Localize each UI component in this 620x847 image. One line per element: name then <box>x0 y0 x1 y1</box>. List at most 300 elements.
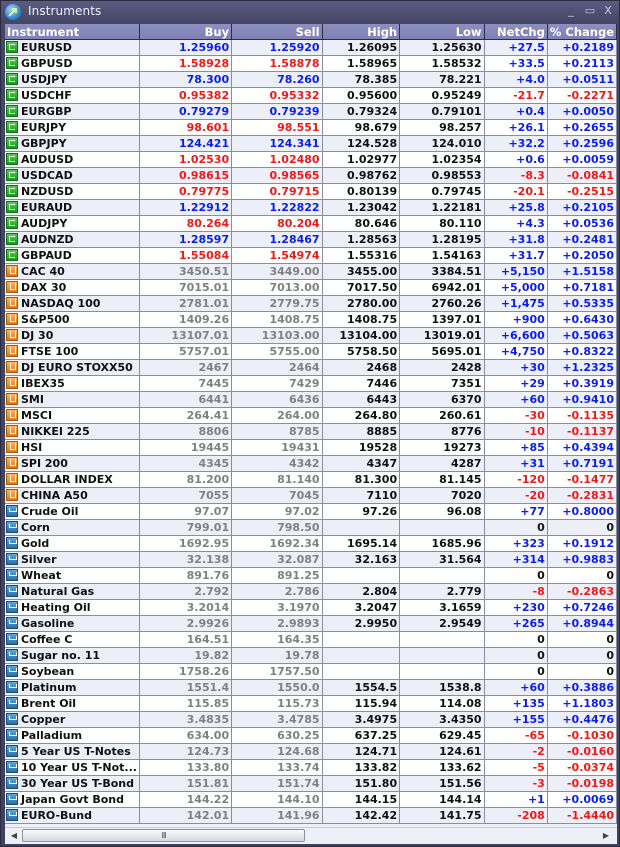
low-price-cell[interactable]: 13019.01 <box>400 328 484 344</box>
percent-change-cell[interactable]: -0.0198 <box>547 776 616 792</box>
sell-price-cell[interactable]: 3449.00 <box>232 264 322 280</box>
column-header-low[interactable]: Low <box>400 24 484 40</box>
percent-change-cell[interactable]: 0 <box>547 520 616 536</box>
net-change-cell[interactable]: -20 <box>484 488 547 504</box>
buy-price-cell[interactable]: 13107.01 <box>139 328 231 344</box>
net-change-cell[interactable]: +5,000 <box>484 280 547 296</box>
low-price-cell[interactable]: 2428 <box>400 360 484 376</box>
high-price-cell[interactable]: 1.55316 <box>322 248 400 264</box>
table-row[interactable] <box>5 72 617 88</box>
low-price-cell[interactable]: 98.257 <box>400 120 484 136</box>
high-price-cell[interactable]: 124.71 <box>322 744 400 760</box>
buy-price-cell[interactable]: 3.2014 <box>139 600 231 616</box>
buy-price-cell[interactable]: 1692.95 <box>139 536 231 552</box>
table-row[interactable] <box>5 136 617 152</box>
net-change-cell[interactable]: +1,475 <box>484 296 547 312</box>
percent-change-cell[interactable]: +0.0069 <box>547 792 616 808</box>
percent-change-cell[interactable]: +0.8944 <box>547 616 616 632</box>
high-price-cell[interactable]: 80.646 <box>322 216 400 232</box>
instrument-name-cell[interactable] <box>5 520 139 536</box>
buy-price-cell[interactable]: 1551.4 <box>139 680 231 696</box>
buy-price-cell[interactable]: 98.601 <box>139 120 231 136</box>
instrument-name-cell[interactable] <box>5 600 139 616</box>
low-price-cell[interactable]: 124.010 <box>400 136 484 152</box>
sell-price-cell[interactable]: 2464 <box>232 360 322 376</box>
table-row[interactable] <box>5 88 617 104</box>
low-price-cell[interactable]: 629.45 <box>400 728 484 744</box>
low-price-cell[interactable]: 0.79745 <box>400 184 484 200</box>
sell-price-cell[interactable]: 1.25920 <box>232 40 322 56</box>
table-row[interactable] <box>5 312 617 328</box>
instrument-name-cell[interactable] <box>5 312 139 328</box>
buy-price-cell[interactable]: 8806 <box>139 424 231 440</box>
low-price-cell[interactable]: 96.08 <box>400 504 484 520</box>
high-price-cell[interactable]: 144.15 <box>322 792 400 808</box>
net-change-cell[interactable]: 0 <box>484 664 547 680</box>
low-price-cell[interactable]: 2760.26 <box>400 296 484 312</box>
maximize-button[interactable]: ▭ <box>584 4 596 17</box>
high-price-cell[interactable]: 4347 <box>322 456 400 472</box>
table-row[interactable] <box>5 680 617 696</box>
sell-price-cell[interactable]: 124.341 <box>232 136 322 152</box>
net-change-cell[interactable]: +265 <box>484 616 547 632</box>
net-change-cell[interactable]: -2 <box>484 744 547 760</box>
instrument-name-cell[interactable] <box>5 792 139 808</box>
low-price-cell[interactable]: 6370 <box>400 392 484 408</box>
sell-price-cell[interactable]: 0.79239 <box>232 104 322 120</box>
low-price-cell[interactable]: 8776 <box>400 424 484 440</box>
buy-price-cell[interactable]: 3.4835 <box>139 712 231 728</box>
buy-price-cell[interactable]: 7015.01 <box>139 280 231 296</box>
net-change-cell[interactable]: +30 <box>484 360 547 376</box>
low-price-cell[interactable] <box>400 664 484 680</box>
sell-price-cell[interactable]: 1757.50 <box>232 664 322 680</box>
table-row[interactable] <box>5 504 617 520</box>
net-change-cell[interactable]: +31.8 <box>484 232 547 248</box>
percent-change-cell[interactable]: -0.1477 <box>547 472 616 488</box>
instrument-name-cell[interactable] <box>5 72 139 88</box>
buy-price-cell[interactable]: 78.300 <box>139 72 231 88</box>
high-price-cell[interactable]: 5758.50 <box>322 344 400 360</box>
sell-price-cell[interactable]: 8785 <box>232 424 322 440</box>
instrument-name-cell[interactable] <box>5 56 139 72</box>
sell-price-cell[interactable]: 0.79715 <box>232 184 322 200</box>
percent-change-cell[interactable]: -0.2271 <box>547 88 616 104</box>
high-price-cell[interactable]: 2.804 <box>322 584 400 600</box>
buy-price-cell[interactable]: 1.02530 <box>139 152 231 168</box>
instrument-name-cell[interactable] <box>5 776 139 792</box>
column-header-sell[interactable]: Sell <box>232 24 322 40</box>
table-row[interactable] <box>5 248 617 264</box>
low-price-cell[interactable]: 260.61 <box>400 408 484 424</box>
net-change-cell[interactable]: -65 <box>484 728 547 744</box>
net-change-cell[interactable]: -8.3 <box>484 168 547 184</box>
title-bar[interactable] <box>1 1 619 23</box>
high-price-cell[interactable]: 78.385 <box>322 72 400 88</box>
net-change-cell[interactable]: +31 <box>484 456 547 472</box>
net-change-cell[interactable]: -20.1 <box>484 184 547 200</box>
high-price-cell[interactable]: 3455.00 <box>322 264 400 280</box>
buy-price-cell[interactable]: 1.25960 <box>139 40 231 56</box>
buy-price-cell[interactable]: 0.95382 <box>139 88 231 104</box>
buy-price-cell[interactable]: 144.22 <box>139 792 231 808</box>
high-price-cell[interactable] <box>322 664 400 680</box>
percent-change-cell[interactable]: -1.4440 <box>547 808 616 824</box>
buy-price-cell[interactable]: 142.01 <box>139 808 231 824</box>
high-price-cell[interactable] <box>322 648 400 664</box>
percent-change-cell[interactable]: +0.0050 <box>547 104 616 120</box>
percent-change-cell[interactable]: +0.7191 <box>547 456 616 472</box>
buy-price-cell[interactable]: 1.55084 <box>139 248 231 264</box>
instrument-name-cell[interactable] <box>5 104 139 120</box>
buy-price-cell[interactable]: 80.264 <box>139 216 231 232</box>
percent-change-cell[interactable]: +1.5158 <box>547 264 616 280</box>
column-header-buy[interactable]: Buy <box>139 24 231 40</box>
low-price-cell[interactable]: 1.25630 <box>400 40 484 56</box>
instrument-name-cell[interactable] <box>5 216 139 232</box>
table-row[interactable] <box>5 808 617 824</box>
high-price-cell[interactable]: 98.679 <box>322 120 400 136</box>
percent-change-cell[interactable]: 0 <box>547 648 616 664</box>
table-row[interactable] <box>5 776 617 792</box>
sell-price-cell[interactable]: 891.25 <box>232 568 322 584</box>
low-price-cell[interactable]: 1397.01 <box>400 312 484 328</box>
table-row[interactable] <box>5 728 617 744</box>
high-price-cell[interactable]: 1554.5 <box>322 680 400 696</box>
buy-price-cell[interactable]: 164.51 <box>139 632 231 648</box>
net-change-cell[interactable]: -8 <box>484 584 547 600</box>
percent-change-cell[interactable]: +0.3919 <box>547 376 616 392</box>
instrument-name-cell[interactable] <box>5 680 139 696</box>
table-row[interactable] <box>5 280 617 296</box>
column-header-instrument[interactable]: Instrument <box>5 24 139 40</box>
buy-price-cell[interactable]: 1.22912 <box>139 200 231 216</box>
high-price-cell[interactable]: 1.58965 <box>322 56 400 72</box>
instrument-name-cell[interactable] <box>5 248 139 264</box>
net-change-cell[interactable]: -30 <box>484 408 547 424</box>
instrument-name-cell[interactable] <box>5 88 139 104</box>
table-row[interactable] <box>5 184 617 200</box>
net-change-cell[interactable]: +0.6 <box>484 152 547 168</box>
percent-change-cell[interactable]: +1.1803 <box>547 696 616 712</box>
instrument-name-cell[interactable] <box>5 440 139 456</box>
sell-price-cell[interactable]: 19.78 <box>232 648 322 664</box>
sell-price-cell[interactable]: 32.087 <box>232 552 322 568</box>
instrument-name-cell[interactable] <box>5 264 139 280</box>
sell-price-cell[interactable]: 80.204 <box>232 216 322 232</box>
percent-change-cell[interactable]: -0.0841 <box>547 168 616 184</box>
low-price-cell[interactable]: 81.145 <box>400 472 484 488</box>
low-price-cell[interactable]: 1685.96 <box>400 536 484 552</box>
instrument-name-cell[interactable] <box>5 504 139 520</box>
low-price-cell[interactable]: 124.61 <box>400 744 484 760</box>
sell-price-cell[interactable]: 97.02 <box>232 504 322 520</box>
instrument-name-cell[interactable] <box>5 408 139 424</box>
instrument-name-cell[interactable] <box>5 472 139 488</box>
table-row[interactable] <box>5 152 617 168</box>
high-price-cell[interactable]: 3.4975 <box>322 712 400 728</box>
instrument-name-cell[interactable] <box>5 728 139 744</box>
instrument-name-cell[interactable] <box>5 168 139 184</box>
percent-change-cell[interactable]: -0.0374 <box>547 760 616 776</box>
percent-change-cell[interactable]: -0.2863 <box>547 584 616 600</box>
net-change-cell[interactable]: +135 <box>484 696 547 712</box>
high-price-cell[interactable]: 1.28563 <box>322 232 400 248</box>
high-price-cell[interactable]: 0.95600 <box>322 88 400 104</box>
sell-price-cell[interactable]: 0.95332 <box>232 88 322 104</box>
instrument-name-cell[interactable] <box>5 584 139 600</box>
low-price-cell[interactable]: 0.98553 <box>400 168 484 184</box>
percent-change-cell[interactable]: +0.5063 <box>547 328 616 344</box>
net-change-cell[interactable]: +32.2 <box>484 136 547 152</box>
percent-change-cell[interactable]: -0.2831 <box>547 488 616 504</box>
sell-price-cell[interactable]: 1550.0 <box>232 680 322 696</box>
low-price-cell[interactable]: 4287 <box>400 456 484 472</box>
table-row[interactable] <box>5 536 617 552</box>
close-button[interactable]: X <box>604 4 612 17</box>
buy-price-cell[interactable]: 634.00 <box>139 728 231 744</box>
percent-change-cell[interactable]: +0.9410 <box>547 392 616 408</box>
percent-change-cell[interactable]: +0.2481 <box>547 232 616 248</box>
buy-price-cell[interactable]: 7055 <box>139 488 231 504</box>
high-price-cell[interactable] <box>322 520 400 536</box>
sell-price-cell[interactable]: 1.22822 <box>232 200 322 216</box>
sell-price-cell[interactable]: 133.74 <box>232 760 322 776</box>
net-change-cell[interactable]: -5 <box>484 760 547 776</box>
scroll-right-arrow-icon[interactable]: ▶ <box>602 831 610 840</box>
instrument-name-cell[interactable] <box>5 328 139 344</box>
percent-change-cell[interactable]: +0.2113 <box>547 56 616 72</box>
buy-price-cell[interactable]: 81.200 <box>139 472 231 488</box>
sell-price-cell[interactable]: 164.35 <box>232 632 322 648</box>
buy-price-cell[interactable]: 264.41 <box>139 408 231 424</box>
buy-price-cell[interactable]: 151.81 <box>139 776 231 792</box>
high-price-cell[interactable]: 13104.00 <box>322 328 400 344</box>
percent-change-cell[interactable]: 0 <box>547 568 616 584</box>
table-row[interactable] <box>5 616 617 632</box>
percent-change-cell[interactable]: +0.0511 <box>547 72 616 88</box>
table-row[interactable] <box>5 792 617 808</box>
sell-price-cell[interactable]: 6436 <box>232 392 322 408</box>
high-price-cell[interactable]: 8885 <box>322 424 400 440</box>
table-row[interactable] <box>5 520 617 536</box>
low-price-cell[interactable]: 1.22181 <box>400 200 484 216</box>
net-change-cell[interactable]: -21.7 <box>484 88 547 104</box>
low-price-cell[interactable]: 1.02354 <box>400 152 484 168</box>
sell-price-cell[interactable]: 124.68 <box>232 744 322 760</box>
instrument-name-cell[interactable] <box>5 296 139 312</box>
net-change-cell[interactable]: +155 <box>484 712 547 728</box>
scroll-left-arrow-icon[interactable]: ◀ <box>10 831 18 840</box>
instrument-name-cell[interactable] <box>5 184 139 200</box>
low-price-cell[interactable]: 141.75 <box>400 808 484 824</box>
table-row[interactable] <box>5 632 617 648</box>
low-price-cell[interactable]: 0.79101 <box>400 104 484 120</box>
instrument-name-cell[interactable] <box>5 424 139 440</box>
table-row[interactable] <box>5 232 617 248</box>
high-price-cell[interactable]: 142.42 <box>322 808 400 824</box>
high-price-cell[interactable]: 151.80 <box>322 776 400 792</box>
table-row[interactable] <box>5 296 617 312</box>
net-change-cell[interactable]: +314 <box>484 552 547 568</box>
buy-price-cell[interactable]: 115.85 <box>139 696 231 712</box>
buy-price-cell[interactable]: 32.138 <box>139 552 231 568</box>
column-header-netchg[interactable]: NetChg <box>484 24 547 40</box>
buy-price-cell[interactable]: 799.01 <box>139 520 231 536</box>
sell-price-cell[interactable]: 798.50 <box>232 520 322 536</box>
table-row[interactable] <box>5 664 617 680</box>
percent-change-cell[interactable]: +0.2189 <box>547 40 616 56</box>
low-price-cell[interactable]: 7020 <box>400 488 484 504</box>
sell-price-cell[interactable]: 1.28467 <box>232 232 322 248</box>
sell-price-cell[interactable]: 1.54974 <box>232 248 322 264</box>
table-row[interactable] <box>5 552 617 568</box>
table-row[interactable] <box>5 216 617 232</box>
sell-price-cell[interactable]: 81.140 <box>232 472 322 488</box>
buy-price-cell[interactable]: 2.792 <box>139 584 231 600</box>
sell-price-cell[interactable]: 144.10 <box>232 792 322 808</box>
low-price-cell[interactable]: 1.28195 <box>400 232 484 248</box>
high-price-cell[interactable]: 1.26095 <box>322 40 400 56</box>
percent-change-cell[interactable]: +0.7181 <box>547 280 616 296</box>
percent-change-cell[interactable]: +0.0536 <box>547 216 616 232</box>
net-change-cell[interactable]: +6,600 <box>484 328 547 344</box>
sell-price-cell[interactable]: 1.02480 <box>232 152 322 168</box>
net-change-cell[interactable]: +230 <box>484 600 547 616</box>
percent-change-cell[interactable]: +0.1912 <box>547 536 616 552</box>
instrument-name-cell[interactable] <box>5 392 139 408</box>
instrument-name-cell[interactable] <box>5 552 139 568</box>
sell-price-cell[interactable]: 0.98565 <box>232 168 322 184</box>
high-price-cell[interactable]: 2468 <box>322 360 400 376</box>
table-row[interactable] <box>5 392 617 408</box>
instrument-name-cell[interactable] <box>5 152 139 168</box>
table-row[interactable] <box>5 744 617 760</box>
sell-price-cell[interactable]: 13103.00 <box>232 328 322 344</box>
sell-price-cell[interactable]: 7045 <box>232 488 322 504</box>
instrument-name-cell[interactable] <box>5 808 139 824</box>
low-price-cell[interactable]: 0.95249 <box>400 88 484 104</box>
instrument-name-cell[interactable] <box>5 744 139 760</box>
buy-price-cell[interactable]: 6441 <box>139 392 231 408</box>
low-price-cell[interactable]: 114.08 <box>400 696 484 712</box>
low-price-cell[interactable]: 5695.01 <box>400 344 484 360</box>
table-row[interactable] <box>5 40 617 56</box>
high-price-cell[interactable]: 7017.50 <box>322 280 400 296</box>
net-change-cell[interactable]: 0 <box>484 568 547 584</box>
sell-price-cell[interactable]: 1408.75 <box>232 312 322 328</box>
instrument-name-cell[interactable] <box>5 280 139 296</box>
net-change-cell[interactable]: +77 <box>484 504 547 520</box>
low-price-cell[interactable]: 80.110 <box>400 216 484 232</box>
percent-change-cell[interactable]: +0.0059 <box>547 152 616 168</box>
percent-change-cell[interactable]: +0.2050 <box>547 248 616 264</box>
low-price-cell[interactable] <box>400 648 484 664</box>
low-price-cell[interactable]: 78.221 <box>400 72 484 88</box>
high-price-cell[interactable] <box>322 568 400 584</box>
net-change-cell[interactable]: +4,750 <box>484 344 547 360</box>
buy-price-cell[interactable]: 7445 <box>139 376 231 392</box>
net-change-cell[interactable]: +26.1 <box>484 120 547 136</box>
table-row[interactable] <box>5 344 617 360</box>
instrument-name-cell[interactable] <box>5 760 139 776</box>
percent-change-cell[interactable]: -0.1137 <box>547 424 616 440</box>
sell-price-cell[interactable]: 7013.00 <box>232 280 322 296</box>
high-price-cell[interactable]: 1408.75 <box>322 312 400 328</box>
buy-price-cell[interactable]: 2467 <box>139 360 231 376</box>
instrument-name-cell[interactable] <box>5 360 139 376</box>
net-change-cell[interactable]: +60 <box>484 392 547 408</box>
buy-price-cell[interactable]: 0.98615 <box>139 168 231 184</box>
table-row[interactable] <box>5 648 617 664</box>
buy-price-cell[interactable]: 1.58928 <box>139 56 231 72</box>
percent-change-cell[interactable]: +0.4394 <box>547 440 616 456</box>
percent-change-cell[interactable]: -0.0160 <box>547 744 616 760</box>
instrument-name-cell[interactable] <box>5 616 139 632</box>
high-price-cell[interactable]: 0.80139 <box>322 184 400 200</box>
high-price-cell[interactable]: 81.300 <box>322 472 400 488</box>
net-change-cell[interactable]: +1 <box>484 792 547 808</box>
net-change-cell[interactable]: +4.3 <box>484 216 547 232</box>
net-change-cell[interactable]: 0 <box>484 632 547 648</box>
table-row[interactable] <box>5 168 617 184</box>
percent-change-cell[interactable]: +0.2105 <box>547 200 616 216</box>
buy-price-cell[interactable]: 1409.26 <box>139 312 231 328</box>
net-change-cell[interactable]: +31.7 <box>484 248 547 264</box>
instrument-name-cell[interactable] <box>5 488 139 504</box>
low-price-cell[interactable]: 1538.8 <box>400 680 484 696</box>
table-row[interactable] <box>5 104 617 120</box>
net-change-cell[interactable]: -208 <box>484 808 547 824</box>
sell-price-cell[interactable]: 3.4785 <box>232 712 322 728</box>
buy-price-cell[interactable]: 4345 <box>139 456 231 472</box>
table-row[interactable] <box>5 56 617 72</box>
net-change-cell[interactable]: -10 <box>484 424 547 440</box>
buy-price-cell[interactable]: 891.76 <box>139 568 231 584</box>
low-price-cell[interactable]: 6942.01 <box>400 280 484 296</box>
sell-price-cell[interactable]: 4342 <box>232 456 322 472</box>
table-row[interactable] <box>5 440 617 456</box>
instrument-name-cell[interactable] <box>5 136 139 152</box>
percent-change-cell[interactable]: +0.8322 <box>547 344 616 360</box>
buy-price-cell[interactable]: 5757.01 <box>139 344 231 360</box>
high-price-cell[interactable]: 3.2047 <box>322 600 400 616</box>
sell-price-cell[interactable]: 141.96 <box>232 808 322 824</box>
percent-change-cell[interactable]: +0.7246 <box>547 600 616 616</box>
net-change-cell[interactable]: -3 <box>484 776 547 792</box>
percent-change-cell[interactable]: +0.4476 <box>547 712 616 728</box>
high-price-cell[interactable]: 1.02977 <box>322 152 400 168</box>
low-price-cell[interactable]: 31.564 <box>400 552 484 568</box>
instrument-name-cell[interactable] <box>5 648 139 664</box>
instrument-name-cell[interactable] <box>5 456 139 472</box>
table-row[interactable] <box>5 696 617 712</box>
table-row[interactable] <box>5 760 617 776</box>
high-price-cell[interactable]: 7110 <box>322 488 400 504</box>
high-price-cell[interactable]: 2780.00 <box>322 296 400 312</box>
buy-price-cell[interactable]: 0.79775 <box>139 184 231 200</box>
instrument-name-cell[interactable] <box>5 232 139 248</box>
high-price-cell[interactable]: 1695.14 <box>322 536 400 552</box>
buy-price-cell[interactable]: 19445 <box>139 440 231 456</box>
buy-price-cell[interactable]: 133.80 <box>139 760 231 776</box>
low-price-cell[interactable]: 3.1659 <box>400 600 484 616</box>
low-price-cell[interactable] <box>400 568 484 584</box>
percent-change-cell[interactable]: +0.2596 <box>547 136 616 152</box>
net-change-cell[interactable]: +0.4 <box>484 104 547 120</box>
low-price-cell[interactable]: 1.58532 <box>400 56 484 72</box>
percent-change-cell[interactable]: -0.1030 <box>547 728 616 744</box>
